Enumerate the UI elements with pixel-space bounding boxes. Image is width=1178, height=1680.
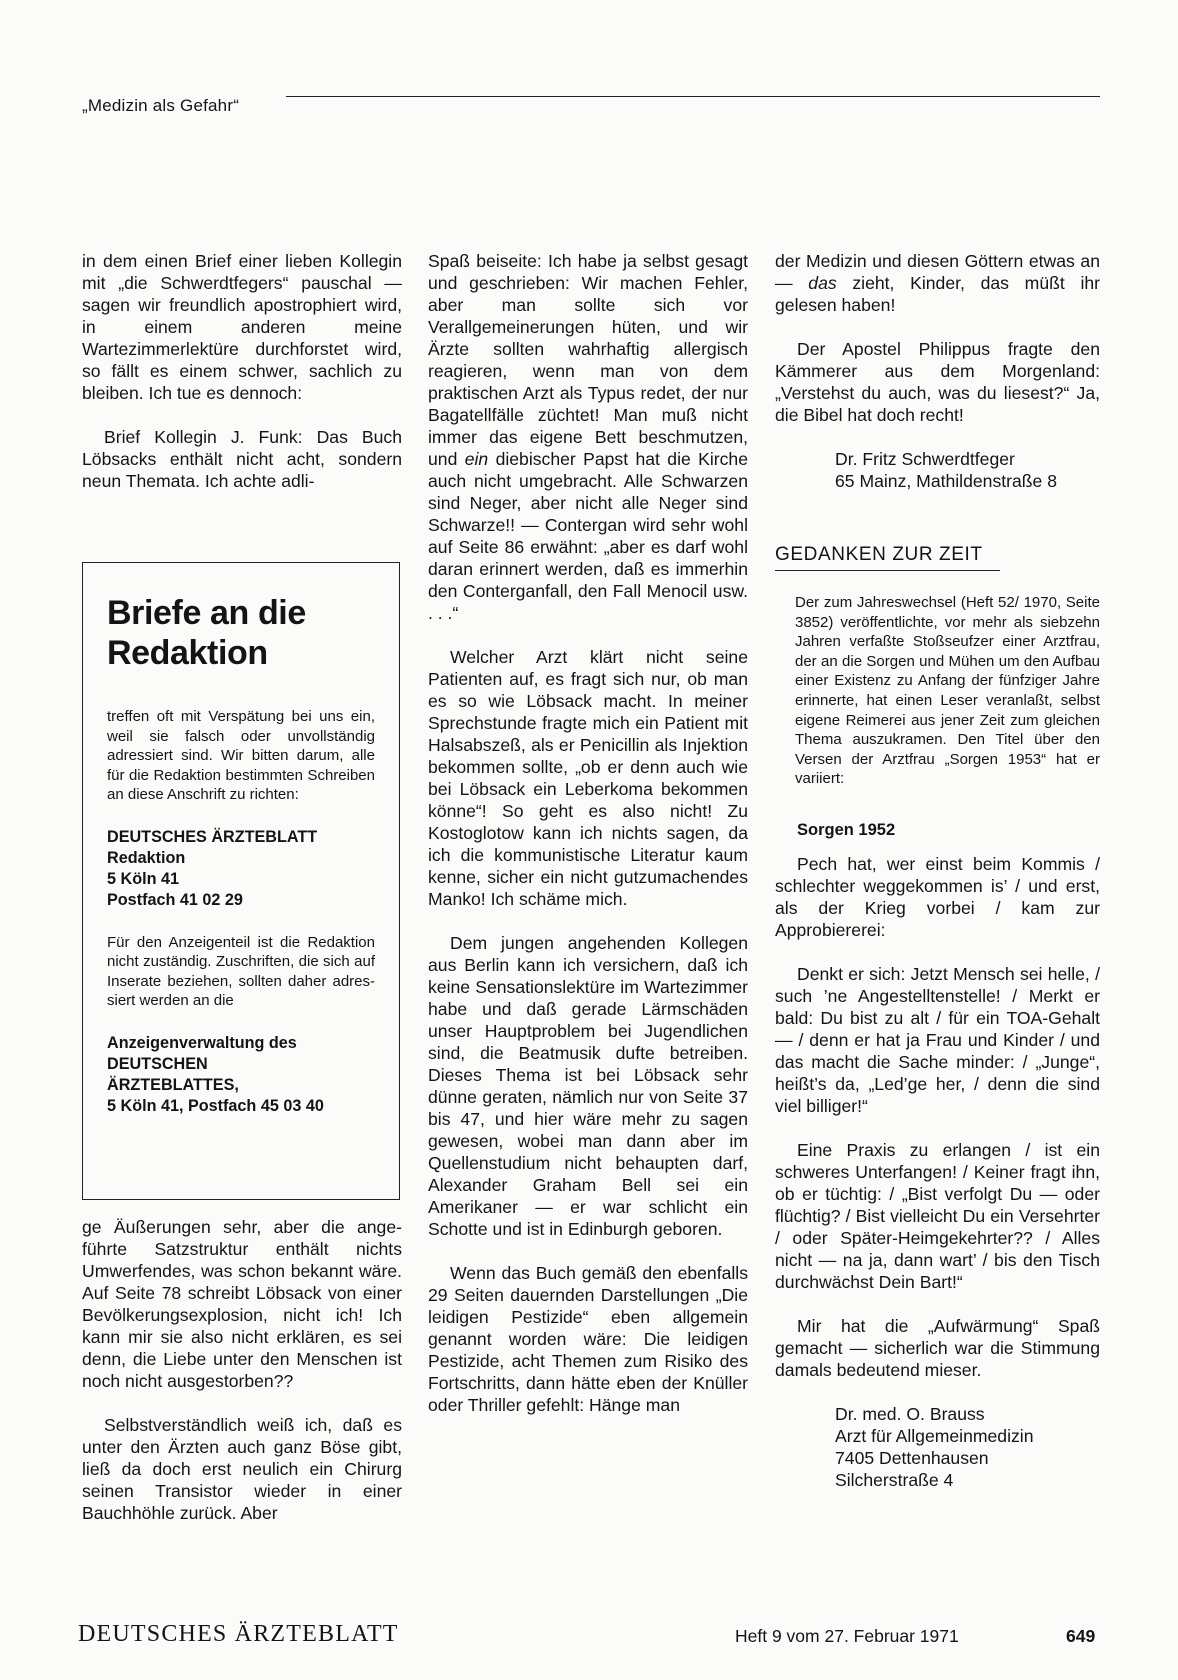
poem-stanza-2: Denkt er sich: Jetzt Mensch sei helle, / such ’ne Angestelltenstelle! / Merkt er bald: Du bist zu alt / für ein TOA-Gehalt — / denn er hat ja Frau und Kinder / und das macht die Sache minder: / „Junge“, heißt’s da, „Led’ge her, / denn die sind viel billiger!“ (775, 963, 1100, 1116)
letters-to-editor-box (82, 562, 400, 1200)
header-rule (286, 96, 1100, 97)
address-line: ÄRZTEBLATTES, (107, 1075, 239, 1094)
box-text-2: Für den Anzeigenteil ist die Redaktion nicht zuständig. Zuschriften, die sich auf Inserate beziehen, sollten daher adressiert werden an die (107, 933, 375, 1009)
col2-paragraph-2: Welcher Arzt klärt nicht seine Patienten auf, es fragt sich nur, ob man es so wie Löbsack macht. In meiner Sprechstunde fragte mich ein Patient mit Halsabszeß, als er Penicillin als Injektion bekommen sollte, „ob er denn auch wie bei Löbsack ein Leberkoma bekommen könne“! So geht es also nicht! Zu Kostoglotow kann ich nichts sagen, da ich die kommunistische Literatur kaum kenne, sicher ein nicht gutzumachendes Manko! Ich schäme mich. (428, 647, 748, 909)
ads-address (107, 1033, 375, 1117)
signature-schwerdtfeger (775, 448, 1100, 492)
editorial-address (107, 827, 375, 911)
col3-p1-text-cont: zieht, Kinder, das müßt ihr gelesen haben! (775, 273, 1100, 315)
col2-paragraph-3: Dem jungen angehenden Kollegen aus Berlin kann ich versichern, daß ich keine Sensationslektüre im Wartezimmer habe und daß gerade Lärmschäden unser Hauptproblem bei Jugendlichen sind, die Beatmusik dufte betreiben. Dieses Thema ist bei Löbsack sehr dünne geraten, nämlich nur von Seite 37 bis 47, und hier wäre mehr zu sagen gewesen, wobei man dann aber im Quellenstudium nicht behaupten darf, Alexander Graham Bell sei ein Amerikaner — er war schlicht ein Schotte und ist in Edinburgh geboren. (428, 933, 748, 1239)
signature-line: Arzt für Allgemeinmedizin (835, 1425, 1034, 1446)
page-number: 649 (1066, 1626, 1096, 1646)
address-line: 5 Köln 41 (107, 869, 179, 888)
address-line: Postfach 41 02 29 (107, 890, 243, 909)
col2-p1-text: Spaß beiseite: Ich habe ja selbst gesagt und geschrieben: Wir machen Fehler, aber man sollte sich vor Verallgemeinerungen hüten, und wir Ärzte sollten wahrhaftig allergisch reagieren, wenn man von dem praktischen Arzt als Typus redet, der nur Bagatellfälle züchtet! Man muß nicht immer das eigene Bett beschmutzen, und (428, 251, 748, 469)
column-1-continued (82, 1216, 402, 1546)
poem-stanza-1: Pech hat, wer einst beim Kommis / schlechter weggekommen is’ / und erst, als der Krieg vorbei / kam zur Approbiererei: (775, 853, 1100, 940)
signature-line: 65 Mainz, Mathildenstraße 8 (835, 471, 1057, 491)
col2-p1-emphasis: ein (464, 449, 489, 469)
column-2 (428, 250, 748, 1438)
box-title (107, 593, 375, 673)
col1-paragraph-3: ge Äußerungen sehr, aber die angeführte Satzstruktur enthält nichts Umwerfendes, was schon bekannt wäre. Auf Seite 78 schreibt Löbsack von einer Bevölkerungsexplosion, nicht ich! Ich kann mir sie also nicht erklären, es sei denn, die Liebe unter den Menschen ist noch nicht ausgestorben?? (82, 1217, 402, 1391)
col3-p1-emphasis: das (808, 273, 837, 293)
box-title-line-2: Redaktion (107, 634, 268, 672)
poem-title: Sorgen 1952 (797, 820, 896, 839)
address-line: Anzeigenverwaltung des (107, 1033, 297, 1052)
col2-paragraph-4: Wenn das Buch gemäß den ebenfalls 29 Seiten dauernden Darstellungen „Die leidigen Pestizide“ eben allgemein genannt worden wäre: Die leidigen Pestizide, acht Themen zum Risiko des Fortschritts, dann hätte eben der Knüller oder Thriller gefehlt: Hänge man (428, 1263, 748, 1415)
address-line: Redaktion (107, 848, 186, 867)
address-line: 5 Köln 41, Postfach 45 03 40 (107, 1096, 324, 1115)
section-intro: Der zum Jahreswechsel (Heft 52/ 1970, Seite 3852) veröffentlichte, vor mehr als siebzehn Jahren verfaßte Stoßseufzer einer Arztfrau, der an die Sorgen und Mühen um den Aufbau einer Existenz zu Anfang der fünfziger Jahre erinnerte, hat einen Leser veranlaßt, selbst eigene Reimerei aus jener Zeit zum gleichen Thema auszukramen. Den Titel über den Versen der Arztfrau „Sorgen 1953“ hat er variiert: (795, 594, 1100, 788)
col3-paragraph-1 (775, 250, 1100, 316)
col1-paragraph-2: Brief Kollegin J. Funk: Das Buch Löbsacks enthält nicht acht, sondern neun Themata. Ich achte adli- (82, 427, 402, 491)
col1-paragraph-4: Selbstverständlich weiß ich, daß es unter den Ärzten auch ganz Böse gibt, ließ da doch erst neulich ein Chirurg seinen Transistor wieder in einer Bauchhöhle zurück. Aber (82, 1415, 402, 1523)
signature-line: Dr. med. O. Brauss (835, 1403, 985, 1424)
column-1 (82, 250, 402, 514)
address-line: DEUTSCHEN (107, 1054, 208, 1073)
box-text-1: treffen oft mit Verspätung bei uns ein, weil sie falsch oder unvollständig adressiert sind. Wir bitten darum, alle für die Redaktion bestimmten Schreiben an diese Anschrift zu richten: (107, 708, 375, 803)
col2-paragraph-1 (428, 250, 748, 624)
footer-journal-title: DEUTSCHES ÄRZTEBLATT (78, 1621, 399, 1647)
poem-stanza-3: Eine Praxis zu erlangen / ist ein schweres Unterfangen! / Keiner fragt ihn, ob er tüchtig: / „Bist verfolgt Du — oder flüchtig? / Bist vielleicht Du ein Versehrter / oder Später-Heimgekehrter?? / Alles nicht — na ja, dann wart’ / bis den Tisch durchwächst Dein Bart!“ (775, 1139, 1100, 1292)
address-line: DEUTSCHES ÄRZTEBLATT (107, 827, 318, 846)
col3-p1-text: der Medizin und diesen Göttern etwas an — (775, 251, 1100, 293)
signature-line: Silcherstraße 4 (835, 1469, 954, 1490)
running-head-title: „Medizin als Gefahr“ (82, 96, 240, 115)
section-heading: GEDANKEN ZUR ZEIT (775, 544, 1000, 571)
signature-line: Dr. Fritz Schwerdtfeger (835, 449, 1015, 469)
col3-paragraph-3: Mir hat die „Aufwärmung“ Spaß gemacht — sicherlich war die Stimmung damals bedeutend mieser. (775, 1315, 1100, 1380)
signature-line: 7405 Dettenhausen (835, 1447, 989, 1468)
col1-paragraph-1: in dem einen Brief einer lieben Kollegin mit „die Schwerdtfegers“ pauschal — sagen wir freundlich apostrophiert wird, in einem anderen meine Wartezimmerlektüre durchforstet wird, so fällt es einem schwer, sachlich zu bleiben. Ich tue es dennoch: (82, 251, 402, 403)
signature-brauss (775, 1403, 1100, 1491)
footer-issue-info: Heft 9 vom 27. Februar 1971 (735, 1626, 959, 1646)
col2-p1-text-cont: diebischer Papst hat die Kirche auch nicht umgebracht. Alle Schwarzen sind Neger, aber nicht alle Neger sind Schwarze!! — Contergan wird sehr wohl auf Seite 86 erwähnt: „aber es darf wohl daran erinnert werden, daß es immerhin den Conterganfall, den Fall Menocil usw. . . .“ (428, 449, 748, 623)
col3-paragraph-2: Der Apostel Philippus fragte den Kämmerer aus dem Morgenland: „Verstehst du auch, was du liesest?“ Ja, die Bibel hat doch recht! (775, 339, 1100, 425)
box-title-line-1: Briefe an die (107, 594, 306, 632)
column-3 (775, 250, 1100, 1491)
